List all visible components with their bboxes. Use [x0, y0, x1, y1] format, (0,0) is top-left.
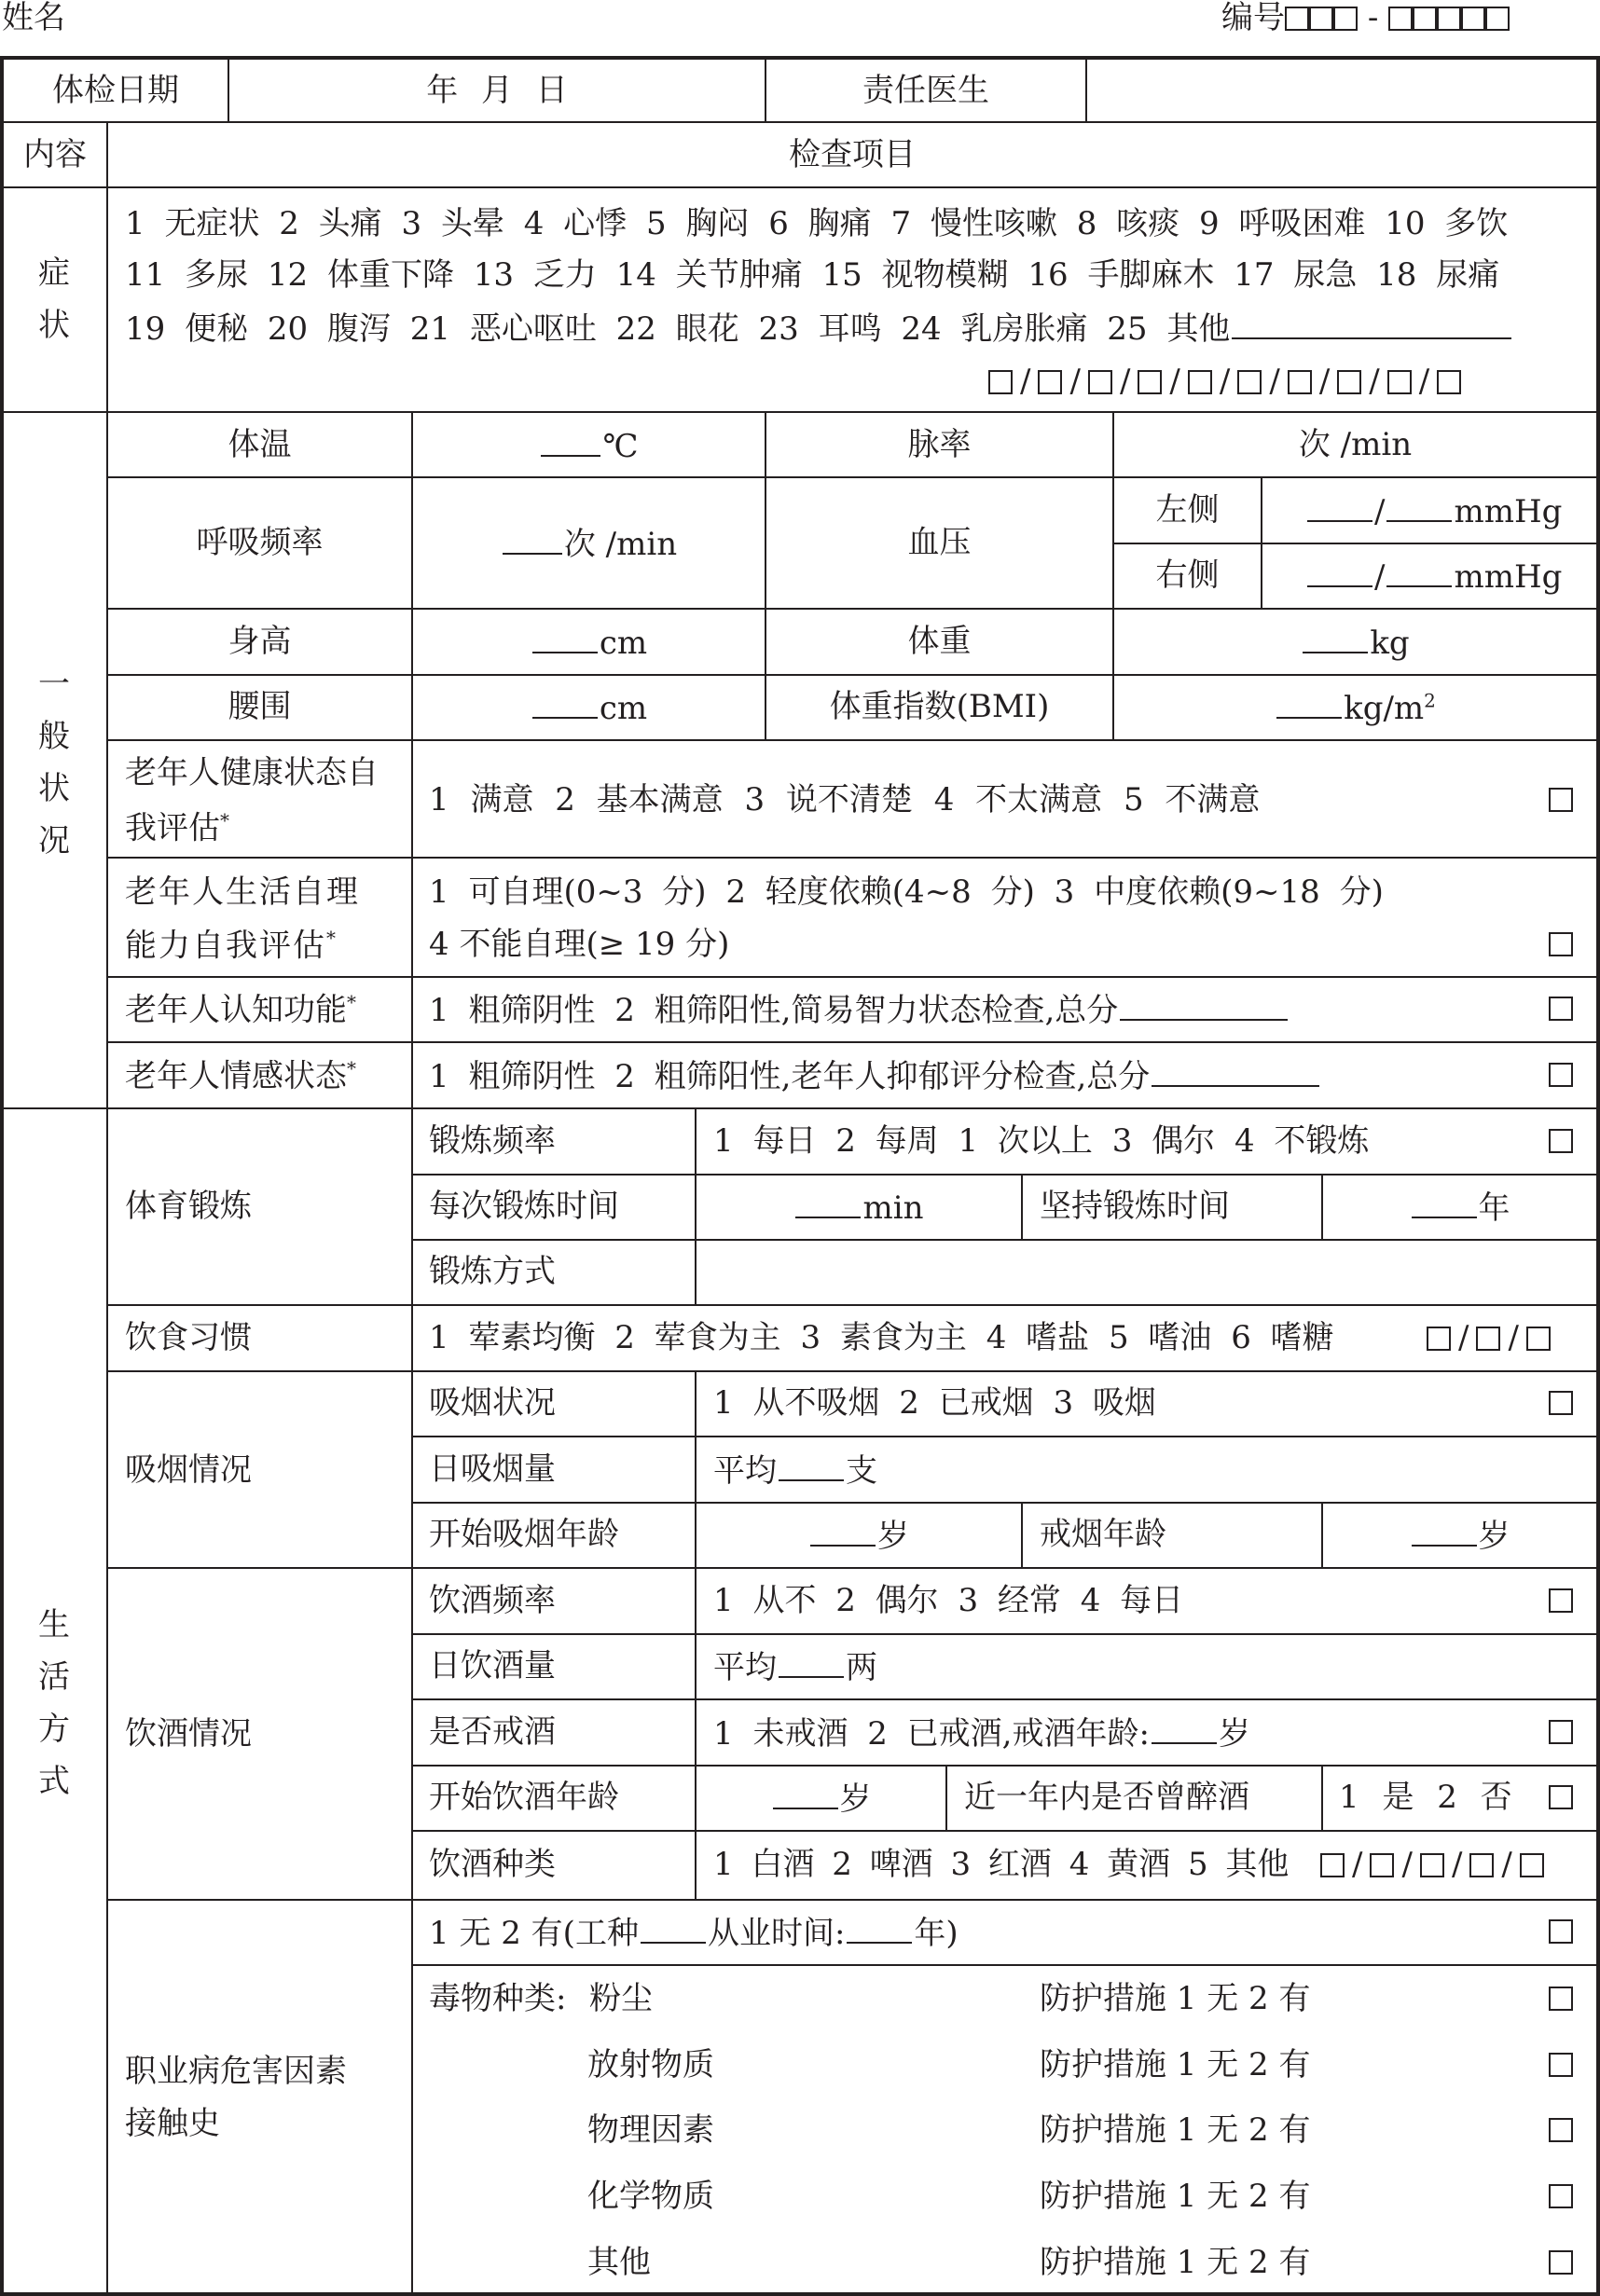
symptom-checkbox[interactable] [988, 370, 1013, 394]
temp-unit: ℃ [602, 428, 639, 465]
lifestyle-section-label [26, 1599, 82, 1808]
symptom-checkbox[interactable] [1237, 370, 1262, 394]
cognitive-options [429, 992, 1290, 1029]
bp-label: 血压 [907, 524, 972, 561]
occ-years-field[interactable] [847, 1916, 912, 1944]
weight-field[interactable] [1114, 625, 1596, 662]
protection-options: 防护措施 1 无 2 有 [1040, 1980, 1311, 2017]
cognitive-label [125, 991, 356, 1029]
checkbox-separator: / [1069, 363, 1081, 400]
smoke-start-blank[interactable] [810, 1519, 876, 1547]
checkbox-separator: / [1458, 1319, 1469, 1356]
health-label-line-1: 老年人健康状态自 [125, 754, 379, 791]
drink-quit-options [713, 1715, 1250, 1753]
drink-quit-age-blank[interactable] [1152, 1716, 1217, 1744]
smoke-daily-unit: 支 [846, 1452, 877, 1490]
exam-date-label: 体检日期 [52, 72, 179, 109]
lifestyle-section-char: 方 [38, 1711, 70, 1748]
bmi-blank[interactable] [1276, 691, 1342, 719]
drunk-label: 近一年内是否曾醉酒 [964, 1779, 1249, 1816]
checkbox-separator: / [1508, 1319, 1519, 1356]
drink-type-checkbox[interactable] [1420, 1853, 1444, 1877]
drink-type-checkbox[interactable] [1370, 1853, 1394, 1877]
protection-options: 防护措施 1 无 2 有 [1040, 2178, 1311, 2215]
pulse-label: 脉率 [907, 426, 972, 463]
general-section-label [26, 658, 82, 867]
number-digit-box[interactable] [1461, 7, 1485, 31]
smoke-quit-label: 戒烟年龄 [1040, 1516, 1166, 1553]
occ-checkbox[interactable] [1549, 1919, 1573, 1944]
health-label-text: 我评估 [125, 809, 220, 847]
resp-unit: 次 /min [563, 526, 678, 563]
symptoms-section-label [26, 247, 82, 351]
checkbox-separator: / [1219, 363, 1231, 400]
general-section-char: 状 [38, 770, 70, 807]
symptom-checkbox[interactable] [1138, 370, 1162, 394]
checkbox-separator: / [1119, 363, 1131, 400]
bp-left-systolic[interactable] [1307, 494, 1372, 522]
ex-time-field[interactable] [697, 1189, 1021, 1227]
smoke-quit-field[interactable] [1323, 1518, 1596, 1555]
drink-daily-field[interactable] [713, 1650, 877, 1684]
symptoms-line-3-text: 19 便秘 20 腹泻 21 恶心呕吐 22 眼花 23 耳鸣 24 乳房胀痛 25 其他 [125, 310, 1231, 348]
checkbox-separator: / [1369, 363, 1380, 400]
asterisk: * [347, 991, 356, 1013]
bp-right-systolic[interactable] [1307, 559, 1372, 587]
ex-time-blank[interactable] [795, 1190, 861, 1218]
drink-daily-prefix: 平均 [713, 1649, 777, 1686]
number-digit-box[interactable] [1333, 7, 1358, 31]
resp-field[interactable] [413, 526, 765, 563]
doctor-field[interactable] [1087, 60, 1596, 121]
toxin-type-label: 其他 [587, 2244, 651, 2281]
checkbox-separator: / [1451, 1846, 1463, 1883]
ex-time-unit: min [862, 1189, 924, 1227]
number-digit-box[interactable] [1485, 7, 1510, 31]
symptom-checkbox[interactable] [1188, 370, 1212, 394]
record-number [1221, 2, 1510, 34]
occ-label-line-1: 职业病危害因素 [125, 2053, 347, 2090]
asterisk: * [220, 809, 229, 832]
smoke-daily-prefix: 平均 [713, 1452, 777, 1490]
ex-years-field[interactable] [1323, 1189, 1596, 1227]
checkbox-separator: / [1020, 363, 1031, 400]
symptoms-section-char: 状 [38, 307, 70, 344]
pulse-unit: 次 /min [1298, 426, 1413, 463]
number-digit-box[interactable] [1413, 7, 1437, 31]
cognitive-checkbox[interactable] [1549, 997, 1573, 1021]
number-digit-box[interactable] [1437, 7, 1461, 31]
ex-freq-options: 1 每日 2 每周 1 次以上 3 偶尔 4 不锻炼 [713, 1122, 1370, 1160]
protection-checkbox[interactable] [1549, 2053, 1573, 2077]
bp-unit: mmHg [1454, 558, 1563, 596]
number-digit-box[interactable] [1285, 7, 1309, 31]
general-section-char: 般 [38, 718, 70, 755]
bp-unit: mmHg [1454, 493, 1563, 530]
emotion-checkbox[interactable] [1549, 1063, 1573, 1087]
lifestyle-section-char: 活 [38, 1658, 70, 1696]
bp-slash: / [1374, 558, 1386, 596]
ex-freq-checkbox[interactable] [1549, 1129, 1573, 1153]
drink-type-checkbox[interactable] [1520, 1853, 1544, 1877]
content-label: 内容 [23, 136, 87, 173]
health-options: 1 满意 2 基本满意 3 说不清楚 4 不太满意 5 不满意 [429, 781, 1261, 818]
number-dash: - [1367, 0, 1379, 36]
selfcare-checkbox[interactable] [1549, 932, 1573, 956]
age-unit: 岁 [1218, 1715, 1250, 1753]
cognitive-label-text: 老年人认知功能 [125, 991, 347, 1029]
drink-start-label: 开始饮酒年龄 [429, 1779, 619, 1816]
symptoms-line-3 [125, 310, 1513, 348]
checkbox-separator: / [1269, 363, 1280, 400]
drink-freq-checkbox[interactable] [1549, 1588, 1573, 1613]
bp-right-field[interactable] [1305, 558, 1563, 596]
bp-right-diastolic[interactable] [1386, 559, 1452, 587]
drunk-options: 1 是 2 否 [1339, 1779, 1512, 1816]
diet-checkbox[interactable] [1526, 1327, 1551, 1351]
emotion-score-field[interactable] [1152, 1059, 1319, 1087]
smoke-daily-field[interactable] [713, 1452, 877, 1490]
emotion-label-text: 老年人情感状态 [125, 1057, 347, 1095]
checkbox-separator: / [1418, 363, 1430, 400]
symptoms-section-char: 症 [38, 254, 70, 292]
protection-options: 防护措施 1 无 2 有 [1040, 2046, 1311, 2083]
bmi-field[interactable] [1114, 689, 1596, 727]
ex-method-label: 锻炼方式 [429, 1253, 556, 1290]
drink-label: 饮酒情况 [125, 1715, 252, 1753]
weight-unit: kg [1370, 625, 1410, 662]
symptoms-line-1: 1 无症状 2 头痛 3 头晕 4 心悸 5 胸闷 6 胸痛 7 慢性咳嗽 8 咳痰 9 呼吸困难 10 多饮 [125, 205, 1509, 242]
toxin-type-label: 物理因素 [587, 2111, 714, 2149]
bp-left-label: 左侧 [1155, 491, 1220, 529]
drink-type-checkbox[interactable] [1320, 1853, 1345, 1877]
symptom-checkbox[interactable] [1288, 370, 1312, 394]
waist-blank[interactable] [532, 691, 598, 719]
age-unit: 岁 [839, 1780, 872, 1818]
smoke-status-options: 1 从不吸烟 2 已戒烟 3 吸烟 [713, 1384, 1156, 1422]
general-section-char: 况 [38, 822, 70, 859]
symptom-checkbox[interactable] [1337, 370, 1361, 394]
asterisk: * [347, 1057, 356, 1079]
height-blank[interactable] [532, 626, 598, 653]
drink-quit-label: 是否戒酒 [429, 1713, 556, 1751]
checkbox-separator: / [1401, 1846, 1413, 1883]
symptom-checkbox[interactable] [1038, 370, 1062, 394]
drink-quit-checkbox[interactable] [1549, 1720, 1573, 1744]
weight-blank[interactable] [1303, 626, 1368, 653]
exam-date-field[interactable]: 年 月 日 [426, 72, 568, 109]
symptom-checkbox[interactable] [1387, 370, 1412, 394]
bmi-label: 体重指数(BMI) [829, 688, 1050, 725]
protection-options: 防护措施 1 无 2 有 [1040, 2111, 1311, 2149]
bmi-unit: kg/m [1344, 690, 1425, 727]
ex-years-blank[interactable] [1412, 1190, 1477, 1218]
smoke-status-label: 吸烟状况 [429, 1384, 556, 1422]
checkbox-separator: / [1169, 363, 1180, 400]
items-label: 检查项目 [789, 136, 916, 173]
diet-checkbox[interactable] [1476, 1327, 1500, 1351]
height-field[interactable] [413, 625, 765, 662]
resp-label: 呼吸频率 [196, 524, 324, 561]
protection-options: 防护措施 1 无 2 有 [1040, 2244, 1311, 2281]
drink-quit-options-text: 1 未戒酒 2 已戒酒,戒酒年龄: [713, 1715, 1150, 1753]
selfcare-label-line-2 [125, 927, 338, 965]
symptoms-checkbox-group [988, 363, 1461, 400]
toxin-prefix: 毒物种类: [429, 1980, 567, 2017]
height-unit: cm [599, 625, 648, 662]
smoke-daily-blank[interactable] [779, 1453, 844, 1481]
ex-time-label: 每次锻炼时间 [429, 1188, 619, 1225]
drink-type-options: 1 白酒 2 啤酒 3 红酒 4 黄酒 5 其他 [713, 1846, 1290, 1883]
cognitive-options-text: 1 粗筛阴性 2 粗筛阳性,简易智力状态检查,总分 [429, 992, 1119, 1029]
checkbox-separator: / [1501, 1846, 1512, 1883]
diet-label: 饮食习惯 [125, 1319, 252, 1356]
smoke-start-field[interactable] [697, 1518, 1021, 1555]
weight-label: 体重 [907, 623, 972, 660]
ex-method-field[interactable] [697, 1241, 1596, 1304]
bmi-unit-sup: 2 [1424, 689, 1436, 712]
diet-checkbox-group [1427, 1319, 1551, 1356]
checkbox-separator: / [1352, 1846, 1363, 1883]
occ-job-field[interactable] [641, 1916, 706, 1944]
temp-field[interactable] [413, 428, 765, 465]
symptom-checkbox[interactable] [1088, 370, 1112, 394]
checkbox-separator: / [1318, 363, 1331, 400]
diet-options: 1 荤素均衡 2 荤食为主 3 素食为主 4 嗜盐 5 嗜油 6 嗜糖 [429, 1319, 1334, 1356]
pulse-field[interactable] [1114, 426, 1596, 463]
smoke-quit-blank[interactable] [1412, 1519, 1477, 1547]
drink-start-blank[interactable] [773, 1781, 838, 1809]
drink-freq-options: 1 从不 2 偶尔 3 经常 4 每日 [713, 1582, 1184, 1619]
smoke-daily-label: 日吸烟量 [429, 1450, 556, 1488]
toxin-type-label: 粉尘 [589, 1980, 653, 2017]
drink-daily-label: 日饮酒量 [429, 1647, 556, 1684]
waist-label: 腰围 [228, 688, 292, 725]
lifestyle-section-char: 生 [38, 1606, 70, 1643]
occ-line-1-b: 从业时间: [707, 1915, 846, 1952]
selfcare-line-1: 1 可自理(0~3 分) 2 轻度依赖(4~8 分) 3 中度依赖(9~18 分) [429, 873, 1384, 911]
diet-checkbox[interactable] [1427, 1327, 1451, 1351]
drink-start-field[interactable] [697, 1780, 945, 1818]
emotion-options-text: 1 粗筛阴性 2 粗筛阳性,老年人抑郁评分检查,总分 [429, 1058, 1151, 1095]
temp-label: 体温 [228, 426, 292, 463]
toxin-type-label: 放射物质 [587, 2046, 714, 2083]
waist-unit: cm [599, 690, 648, 727]
age-unit: 岁 [1478, 1518, 1510, 1555]
smoke-status-checkbox[interactable] [1549, 1391, 1573, 1415]
exercise-label: 体育锻炼 [125, 1188, 252, 1225]
bp-left-diastolic[interactable] [1386, 494, 1452, 522]
waist-field[interactable] [413, 690, 765, 727]
name-label: 姓名 [2, 0, 65, 36]
number-digit-box[interactable] [1388, 7, 1413, 31]
protection-checkbox[interactable] [1549, 1987, 1573, 2011]
drink-daily-blank[interactable] [779, 1650, 844, 1678]
lifestyle-section-char: 式 [38, 1763, 70, 1800]
drunk-checkbox[interactable] [1549, 1785, 1573, 1809]
drink-type-checkbox[interactable] [1469, 1853, 1494, 1877]
bp-right-label: 右侧 [1155, 557, 1220, 594]
symptoms-other-field[interactable] [1232, 311, 1511, 339]
occ-line-1 [429, 1915, 959, 1952]
occ-line-1-a: 1 无 2 有(工种 [429, 1915, 639, 1952]
toxin-type-label: 化学物质 [587, 2178, 714, 2215]
occ-line-1-c: 年) [914, 1915, 959, 1952]
resp-blank[interactable] [503, 527, 562, 555]
height-label: 身高 [228, 623, 292, 660]
selfcare-label-text: 能力自我评估 [125, 927, 326, 965]
ex-freq-label: 锻炼频率 [429, 1122, 556, 1160]
cognitive-score-field[interactable] [1120, 993, 1288, 1021]
drink-freq-label: 饮酒频率 [429, 1582, 556, 1619]
temp-blank[interactable] [541, 429, 600, 457]
asterisk: * [326, 927, 338, 949]
ex-years-unit: 年 [1478, 1189, 1510, 1227]
number-label: 编号 [1221, 0, 1285, 36]
number-digit-box[interactable] [1309, 7, 1333, 31]
health-label-line-2 [125, 809, 229, 847]
protection-checkbox[interactable] [1549, 2184, 1573, 2208]
age-unit: 岁 [877, 1518, 909, 1555]
bp-left-field[interactable] [1305, 494, 1562, 528]
symptom-checkbox[interactable] [1437, 370, 1461, 394]
ex-years-label: 坚持锻炼时间 [1040, 1188, 1230, 1225]
smoke-start-label: 开始吸烟年龄 [429, 1516, 619, 1553]
occ-label-line-2: 接触史 [125, 2105, 220, 2142]
drink-type-label: 饮酒种类 [429, 1846, 556, 1883]
selfcare-label-line-1: 老年人生活自理 [125, 873, 360, 911]
doctor-label: 责任医生 [862, 72, 989, 109]
general-section-char: 一 [38, 666, 70, 703]
health-checkbox[interactable] [1549, 788, 1573, 812]
protection-checkbox[interactable] [1549, 2118, 1573, 2142]
emotion-label [125, 1057, 356, 1095]
symptoms-line-2: 11 多尿 12 体重下降 13 乏力 14 关节肿痛 15 视物模糊 16 手脚麻木 17 尿急 18 尿痛 [125, 256, 1500, 294]
drink-daily-unit: 两 [846, 1649, 877, 1686]
emotion-options [429, 1059, 1321, 1093]
drink-type-checkbox-group [1320, 1846, 1544, 1883]
selfcare-line-2: 4 不能自理(≥ 19 分) [429, 926, 730, 963]
protection-checkbox[interactable] [1549, 2250, 1573, 2275]
smoke-label: 吸烟情况 [125, 1451, 252, 1489]
bp-slash: / [1374, 493, 1386, 530]
